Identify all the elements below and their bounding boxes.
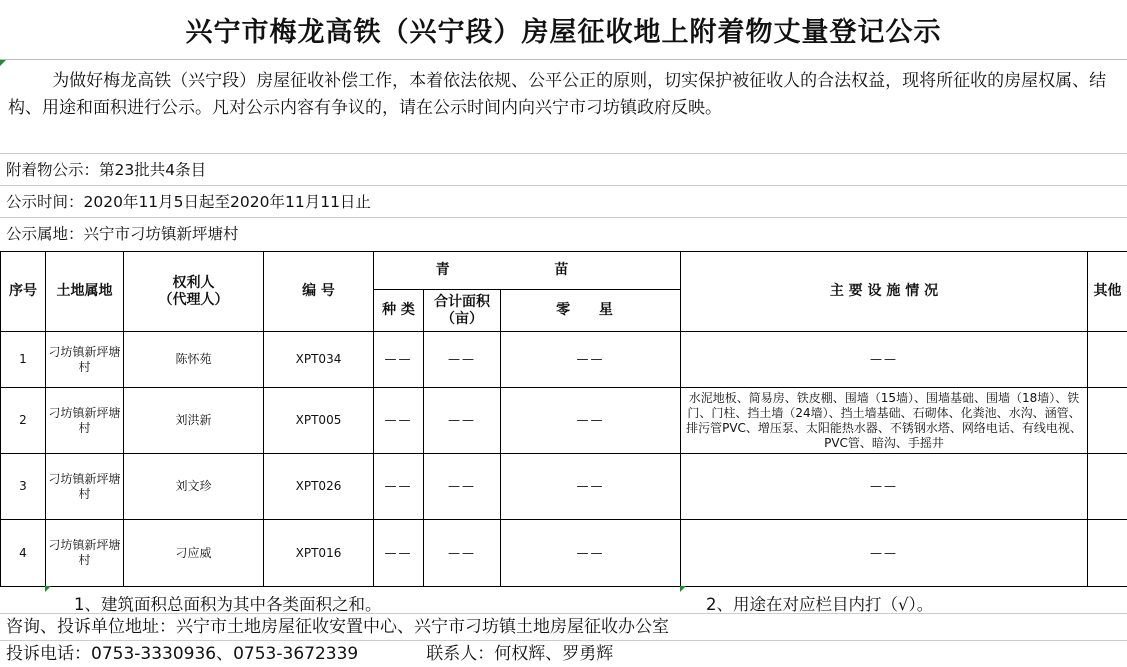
- location-line: 公示属地：兴宁市刁坊镇新坪塘村: [6, 225, 239, 243]
- cell-scatter: ——: [501, 388, 681, 454]
- header-scatter: 零 星: [501, 290, 681, 332]
- cell-scatter: ——: [501, 520, 681, 587]
- cell-marker-icon: [0, 60, 6, 66]
- cell-area: ——: [424, 454, 501, 520]
- header-row: [1, 252, 1127, 290]
- header-code: 编 号: [264, 252, 374, 332]
- period-line: 公示时间：2020年11月5日起至2020年11月11日止: [0, 186, 1127, 218]
- cell-seq: 2: [1, 388, 46, 454]
- cell-area: ——: [424, 332, 501, 388]
- header-facilities: 主 要 设 施 情 况: [681, 252, 1088, 332]
- cell-area: ——: [424, 388, 501, 454]
- cell-facilities: ——: [681, 520, 1088, 587]
- page-title: 兴宁市梅龙高铁（兴宁段）房屋征收地上附着物丈量登记公示: [0, 0, 1127, 60]
- cell-land: 刁坊镇新坪塘村: [46, 454, 124, 520]
- contact-phone: 投诉电话：0753-3330936、0753-3672339: [6, 644, 359, 664]
- cell-other: [1088, 388, 1127, 454]
- cell-seq: 4: [1, 520, 46, 587]
- cell-kind: ——: [374, 388, 424, 454]
- cell-owner: 陈怀苑: [124, 332, 264, 388]
- intro-text: 为做好梅龙高铁（兴宁段）房屋征收补偿工作，本着依法依规、公平公正的原则，切实保护被征收人的合法权益，现将所征收的房屋权属、结构、用途和面积进行公示。凡对公示内容有争议的，请在公示时间内向兴宁市刁坊镇政府反映。: [8, 71, 1107, 118]
- cell-area: ——: [424, 520, 501, 587]
- header-area: [424, 290, 501, 332]
- note-2: 2、用途在对应栏目内打（√）。: [706, 595, 934, 614]
- cell-kind: ——: [374, 520, 424, 587]
- cell-land: 刁坊镇新坪塘村: [46, 388, 124, 454]
- header-crops: 青 苗: [374, 252, 681, 290]
- batch-line: 附着物公示：第23批共4条目: [0, 154, 1127, 186]
- contact-line: [0, 641, 1127, 667]
- cell-seq: 1: [1, 332, 46, 388]
- header-seq: 序号: [1, 252, 46, 332]
- header-owner: [124, 252, 264, 332]
- header-owner-line1: 权利人: [172, 274, 215, 291]
- header-area-line2: （亩）: [441, 310, 483, 327]
- contact-persons: 联系人：何权辉、罗勇辉: [426, 644, 614, 664]
- header-area-line1: 合计面积: [434, 293, 490, 310]
- cell-land: 刁坊镇新坪塘村: [46, 332, 124, 388]
- cell-other: [1088, 520, 1127, 587]
- cell-scatter: ——: [501, 332, 681, 388]
- cell-marker-icon: [45, 586, 51, 592]
- header-land: 土地属地: [46, 252, 124, 332]
- contact-address: 咨询、投诉单位地址：兴宁市土地房屋征收安置中心、兴宁市刁坊镇土地房屋征收办公室: [0, 614, 1127, 641]
- table-row: [1, 520, 1127, 587]
- cell-facilities: 水泥地板、简易房、铁皮棚、围墙（15墙）、围墙基础、围墙（18墙）、铁门、门柱、挡土墙（24墙）、挡土墙基础、石砌体、化粪池、水沟、涵管、排污管PVC、增压泵、太阳能热水器、不锈钢水塔、网络电话、有线电视、PVC管、暗沟、手摇井: [681, 388, 1088, 454]
- cell-code: XPT026: [264, 454, 374, 520]
- notes-row: [0, 586, 1127, 614]
- header-kind: 种 类: [374, 290, 424, 332]
- cell-code: XPT016: [264, 520, 374, 587]
- table-row: [1, 388, 1127, 454]
- cell-seq: 3: [1, 454, 46, 520]
- cell-owner: 刁应威: [124, 520, 264, 587]
- cell-other: [1088, 454, 1127, 520]
- cell-marker-icon: [680, 586, 686, 592]
- cell-owner: 刘文珍: [124, 454, 264, 520]
- cell-code: XPT034: [264, 332, 374, 388]
- cell-scatter: ——: [501, 454, 681, 520]
- cell-kind: ——: [374, 332, 424, 388]
- table-row: [1, 454, 1127, 520]
- note-1: 1、建筑面积总面积为其中各类面积之和。: [74, 595, 382, 614]
- cell-facilities: ——: [681, 332, 1088, 388]
- cell-owner: 刘洪新: [124, 388, 264, 454]
- intro-paragraph: [0, 60, 1127, 154]
- header-other: 其他: [1088, 252, 1127, 332]
- header-owner-line2: （代理人）: [158, 291, 229, 308]
- cell-land: 刁坊镇新坪塘村: [46, 520, 124, 587]
- cell-code: XPT005: [264, 388, 374, 454]
- cell-facilities: ——: [681, 454, 1088, 520]
- table-row: [1, 332, 1127, 388]
- cell-other: [1088, 332, 1127, 388]
- cell-kind: ——: [374, 454, 424, 520]
- property-table: [0, 251, 1127, 587]
